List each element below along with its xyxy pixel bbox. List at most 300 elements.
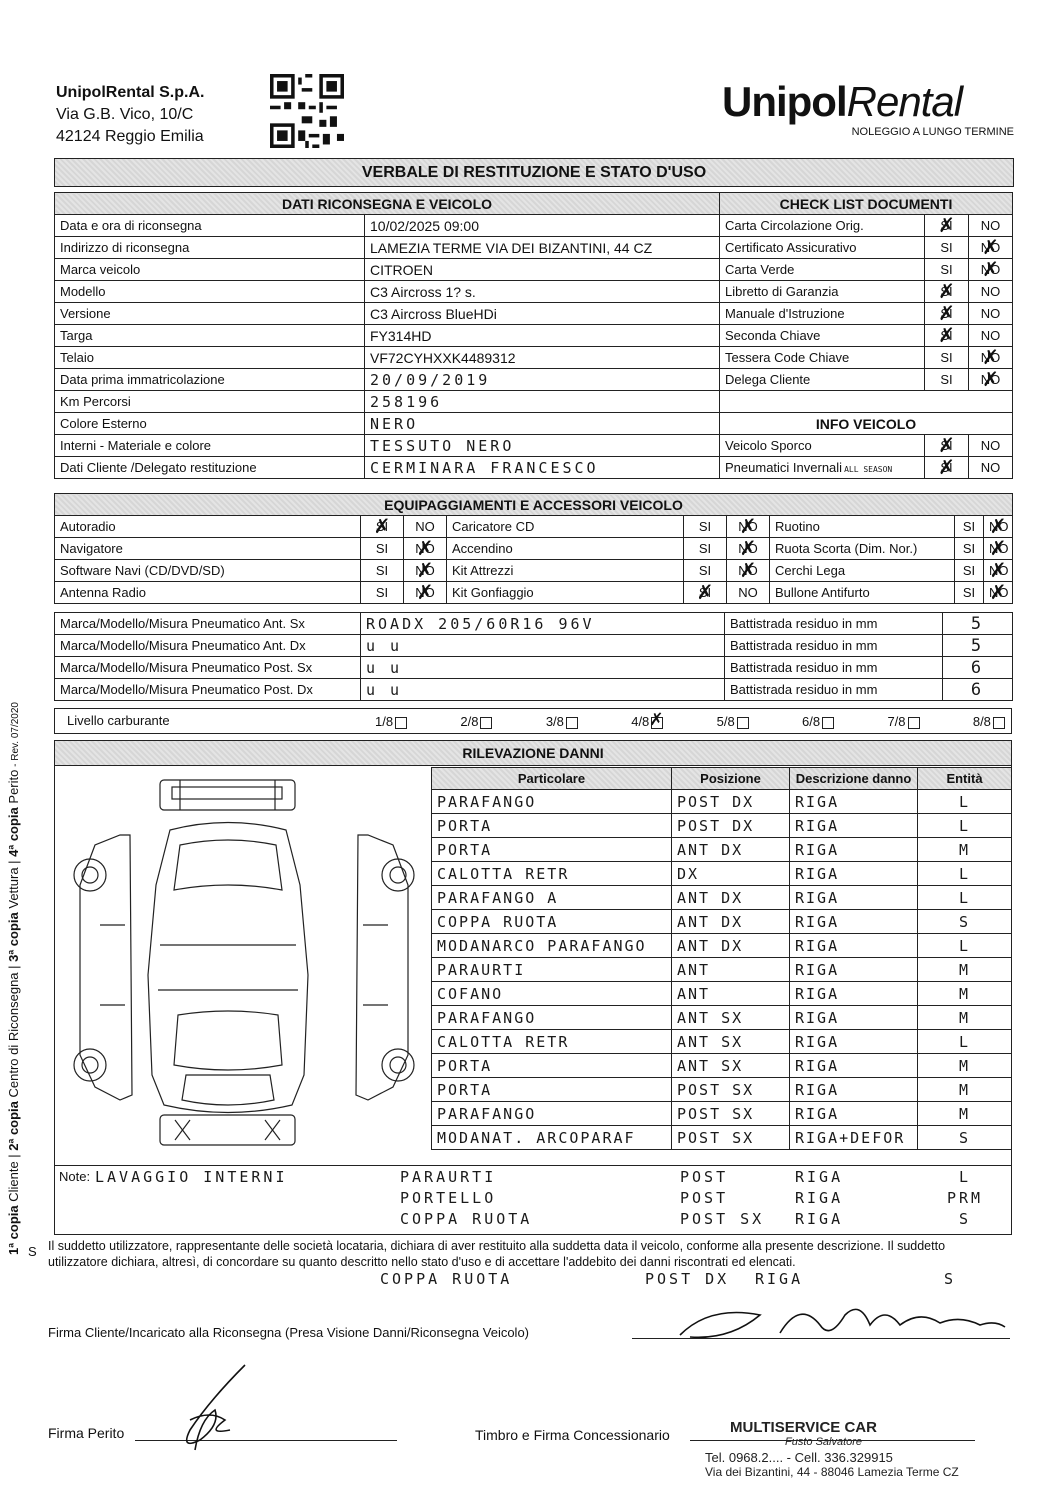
damage-desc: RIGA — [790, 982, 918, 1006]
damage-row — [432, 1054, 1012, 1078]
client-signature-label: Firma Cliente/Incaricato alla Riconsegna (Presa Visione Danni/Riconsegna Veicolo) — [48, 1325, 530, 1340]
damage-header-position: Posizione — [672, 768, 790, 790]
damage-ent: L — [918, 934, 1012, 958]
damage-pos: ANT — [672, 982, 790, 1006]
damage-ent: M — [918, 1102, 1012, 1126]
dealer-stamp — [705, 1420, 1005, 1480]
damage-row — [432, 1126, 1012, 1150]
extra-damage-pos: POST — [680, 1168, 729, 1186]
no-cell: NO ✗ — [969, 347, 1013, 369]
document-label: Delega Cliente — [720, 369, 925, 391]
extra-damage-ent: S — [943, 1270, 957, 1288]
damage-part: PARAURTI — [432, 958, 672, 982]
vehicle-row — [55, 303, 720, 325]
extra-damage-row — [380, 1270, 990, 1288]
equipment-no: NO ✗ — [727, 538, 770, 560]
no-cell: NO — [969, 325, 1013, 347]
yes-cell: SI ✗ — [925, 457, 969, 479]
company-address — [56, 82, 204, 148]
damage-part: PORTA — [432, 838, 672, 862]
vehicle-row-value: C3 Aircross 1? s. — [365, 281, 720, 303]
document-label: Libretto di Garanzia — [720, 281, 925, 303]
equipment-label: Ruotino — [770, 516, 955, 538]
equipment-label: Accendino — [447, 538, 684, 560]
damage-desc: RIGA — [790, 886, 918, 910]
vehicle-row-label: Data prima immatricolazione — [55, 369, 365, 391]
tire-row — [55, 635, 1013, 657]
extra-damage-desc: RIGA — [795, 1210, 844, 1228]
equipment-label: Antenna Radio — [55, 582, 361, 604]
vehicle-row-value: 20/09/2019 — [365, 369, 720, 391]
equipment-yes: SI — [684, 560, 727, 582]
equipment-table — [54, 493, 1013, 604]
equipment-no: NO ✗ — [404, 538, 447, 560]
vehicle-row — [55, 457, 720, 479]
vehicle-row-label: Colore Esterno — [55, 413, 365, 435]
vehicle-row — [55, 281, 720, 303]
vehicle-row-value: CITROEN — [365, 259, 720, 281]
tire-value: u u — [361, 635, 725, 657]
extra-damage-desc: RIGA — [755, 1270, 804, 1288]
company-street: Via G.B. Vico, 10/C — [56, 106, 194, 123]
tread-label: Battistrada residuo in mm — [725, 679, 943, 701]
yes-cell: SI ✗ — [925, 215, 969, 237]
tire-label: Marca/Modello/Misura Pneumatico Post. Sx — [55, 657, 361, 679]
document-label: Carta Circolazione Orig. — [720, 215, 925, 237]
damage-part: MODANAT. ARCOPARAF — [432, 1126, 672, 1150]
fuel-level-option — [631, 714, 663, 729]
qr-code-icon — [270, 74, 344, 148]
fuel-level-checkbox — [737, 717, 749, 729]
equipment-no: NO — [727, 582, 770, 604]
equipment-no: NO ✗ — [984, 582, 1013, 604]
equipment-label: Bullone Antifurto — [770, 582, 955, 604]
info-label-cell — [720, 435, 925, 457]
logo-part-rental: Rental — [846, 78, 963, 125]
damage-ent: M — [918, 1054, 1012, 1078]
equipment-label: Caricatore CD — [447, 516, 684, 538]
extra-damage-desc: RIGA — [795, 1168, 844, 1186]
vehicle-row-label: Modello — [55, 281, 365, 303]
fuel-level-option — [717, 714, 749, 729]
damage-desc: RIGA — [790, 958, 918, 982]
vehicle-row-value: VF72CYHXXK4489312 — [365, 347, 720, 369]
fuel-level-text: 6/8 — [802, 714, 821, 729]
fuel-level-checkbox — [908, 717, 920, 729]
document-row — [720, 303, 1013, 325]
equipment-section-title: EQUIPAGGIAMENTI E ACCESSORI VEICOLO — [55, 494, 1013, 516]
equipment-no: NO ✗ — [984, 516, 1013, 538]
vehicle-row-label: Versione — [55, 303, 365, 325]
expert-signature-label: Firma Perito — [48, 1425, 125, 1441]
yes-cell: SI — [925, 369, 969, 391]
damage-desc: RIGA — [790, 1030, 918, 1054]
logo-part-unipol: Unipol — [722, 78, 847, 125]
tire-label: Marca/Modello/Misura Pneumatico Post. Dx — [55, 679, 361, 701]
vehicle-row-label: Km Percorsi — [55, 391, 365, 413]
document-title: VERBALE DI RESTITUZIONE E STATO D'USO — [54, 158, 1014, 187]
fuel-level-text: 1/8 — [375, 714, 394, 729]
fuel-level-text: 7/8 — [887, 714, 906, 729]
equipment-label: Kit Gonfiaggio — [447, 582, 684, 604]
equipment-no: NO ✗ — [727, 516, 770, 538]
tread-label: Battistrada residuo in mm — [725, 657, 943, 679]
fuel-level-checkbox — [993, 717, 1005, 729]
no-cell: NO ✗ — [969, 369, 1013, 391]
vehicle-row-label: Targa — [55, 325, 365, 347]
notes-box — [54, 1165, 1012, 1235]
fuel-level-checkbox — [566, 717, 578, 729]
damage-desc: RIGA — [790, 1078, 918, 1102]
fuel-level-label: Livello carburante — [67, 713, 170, 728]
copy-2: 2ª copia — [6, 1101, 21, 1151]
vehicle-row-label: Indirizzo di riconsegna — [55, 237, 365, 259]
equipment-yes: SI ✗ — [361, 516, 404, 538]
document-row — [720, 215, 1013, 237]
vehicle-row — [55, 391, 720, 413]
fuel-level-option — [887, 714, 919, 729]
expert-signature-icon — [160, 1360, 260, 1465]
no-cell: NO — [969, 303, 1013, 325]
copy-1-label: Cliente | — [6, 1150, 21, 1206]
yes-cell: SI ✗ — [925, 303, 969, 325]
tread-value: 5 — [943, 635, 1013, 657]
documents-checklist-table — [719, 192, 1013, 479]
vehicle-row — [55, 435, 720, 457]
equipment-yes: SI — [684, 538, 727, 560]
fuel-level-option — [546, 714, 578, 729]
damage-desc: RIGA — [790, 814, 918, 838]
vehicle-row — [55, 215, 720, 237]
tire-value: u u — [361, 679, 725, 701]
damage-ent: S — [918, 1126, 1012, 1150]
equipment-label: Autoradio — [55, 516, 361, 538]
damage-pos: ANT SX — [672, 1030, 790, 1054]
damage-row — [432, 814, 1012, 838]
equipment-yes: SI — [955, 560, 984, 582]
damage-header-description: Descrizione danno — [790, 768, 918, 790]
tire-row — [55, 613, 1013, 635]
copy-2-label: Centro di Riconsegna | — [6, 961, 21, 1102]
document-row — [720, 325, 1013, 347]
equipment-label: Kit Attrezzi — [447, 560, 684, 582]
equipment-yes: SI — [361, 538, 404, 560]
vehicle-data-table — [54, 192, 720, 479]
damage-pos: ANT DX — [672, 886, 790, 910]
damage-pos: ANT SX — [672, 1054, 790, 1078]
equipment-no: NO ✗ — [404, 582, 447, 604]
damage-ent: L — [918, 886, 1012, 910]
equipment-yes: SI — [955, 538, 984, 560]
damage-desc: RIGA — [790, 790, 918, 814]
vehicle-info-title: INFO VEICOLO — [720, 413, 1013, 435]
vehicle-row-label: Marca veicolo — [55, 259, 365, 281]
extra-damage-row — [400, 1189, 1005, 1210]
vehicle-row-label: Interni - Materiale e colore — [55, 435, 365, 457]
info-note: ALL SEASON — [844, 465, 893, 474]
logo-tagline: NOLEGGIO A LUNGO TERMINE — [851, 126, 1014, 138]
damage-ent: M — [918, 1006, 1012, 1030]
damage-row — [432, 886, 1012, 910]
document-row — [720, 259, 1013, 281]
tread-label: Battistrada residuo in mm — [725, 613, 943, 635]
fuel-level-option — [802, 714, 834, 729]
damage-ent: L — [918, 814, 1012, 838]
extra-damage-part: COPPA RUOTA — [400, 1210, 533, 1228]
damage-ent: M — [918, 958, 1012, 982]
equipment-row — [55, 560, 1013, 582]
vehicle-row-value: LAMEZIA TERME VIA DEI BIZANTINI, 44 CZ — [365, 237, 720, 259]
equipment-row — [55, 516, 1013, 538]
damage-pos: POST SX — [672, 1102, 790, 1126]
declaration-text: Il suddetto utilizzatore, rappresentante delle società locataria, dichiara di aver restituito alla suddetta data il veicolo, conforme alla presente descrizione. Il suddetto utilizzatore dichiara, altresì, di concordare su quanto descritto nello stato d'uso e di accettare l'addebito dei danni riscontrati ed elencati. — [48, 1239, 946, 1269]
document-row — [720, 281, 1013, 303]
damage-desc: RIGA — [790, 838, 918, 862]
documents-section-title: CHECK LIST DOCUMENTI — [720, 193, 1013, 215]
damage-row — [432, 934, 1012, 958]
damage-ent: M — [918, 1078, 1012, 1102]
damage-part: PORTA — [432, 1078, 672, 1102]
damage-row — [432, 1030, 1012, 1054]
damage-ent: M — [918, 982, 1012, 1006]
fuel-level-text: 4/8 — [631, 714, 650, 729]
vehicle-row — [55, 237, 720, 259]
equipment-label: Cerchi Lega — [770, 560, 955, 582]
yes-cell: SI — [925, 347, 969, 369]
damage-part: PARAFANGO A — [432, 886, 672, 910]
document-label: Certificato Assicurativo — [720, 237, 925, 259]
tire-value: u u — [361, 657, 725, 679]
equipment-yes: SI — [955, 516, 984, 538]
equipment-no: NO ✗ — [984, 538, 1013, 560]
yes-cell: SI — [925, 259, 969, 281]
unipolrental-logo — [722, 80, 1014, 138]
damage-ent: L — [918, 1030, 1012, 1054]
damage-part: PARAFANGO — [432, 1102, 672, 1126]
extra-damage-part: PORTELLO — [400, 1189, 497, 1207]
document-row — [720, 347, 1013, 369]
damage-row — [432, 958, 1012, 982]
equipment-label: Ruota Scorta (Dim. Nor.) — [770, 538, 955, 560]
no-cell: NO — [969, 457, 1013, 479]
fuel-level-option — [973, 714, 1005, 729]
damage-row — [432, 910, 1012, 934]
fuel-level-row — [54, 708, 1012, 734]
equipment-no: NO ✗ — [984, 560, 1013, 582]
damage-ent: M — [918, 838, 1012, 862]
vehicle-row-value: NERO — [365, 413, 720, 435]
damage-part: PARAFANGO — [432, 1006, 672, 1030]
yes-cell: SI ✗ — [925, 435, 969, 457]
client-signature-icon — [670, 1295, 1010, 1350]
fuel-level-text: 8/8 — [972, 714, 991, 729]
side-s-label: S — [28, 1244, 37, 1259]
damage-pos: ANT — [672, 958, 790, 982]
fuel-level-checkbox — [822, 717, 834, 729]
damage-desc: RIGA — [790, 910, 918, 934]
damage-desc: RIGA — [790, 862, 918, 886]
copy-3-label: Vettura | — [6, 856, 21, 913]
copy-1: 1ª copia — [6, 1205, 21, 1255]
vehicle-row-value: CERMINARA FRANCESCO — [365, 457, 720, 479]
damage-ent: L — [918, 790, 1012, 814]
info-label: Pneumatici Invernali — [725, 460, 843, 475]
damage-row — [432, 1006, 1012, 1030]
no-cell: NO ✗ — [969, 259, 1013, 281]
fuel-level-text: 5/8 — [716, 714, 735, 729]
extra-damage-pos: POST SX — [680, 1210, 765, 1228]
copy-4-label: Perito — [6, 769, 21, 808]
no-cell: NO — [969, 215, 1013, 237]
equipment-yes: SI — [955, 582, 984, 604]
damage-pos: POST SX — [672, 1126, 790, 1150]
vehicle-row-value: 258196 — [365, 391, 720, 413]
copies-side-label — [6, 702, 21, 1255]
tires-table — [54, 612, 1013, 701]
extra-damage-row — [400, 1210, 1005, 1231]
damage-row — [432, 1102, 1012, 1126]
document-label: Carta Verde — [720, 259, 925, 281]
fuel-level-option — [460, 714, 492, 729]
extra-damage-desc: RIGA — [795, 1189, 844, 1207]
tire-label: Marca/Modello/Misura Pneumatico Ant. Dx — [55, 635, 361, 657]
vehicle-row — [55, 347, 720, 369]
damage-pos: POST SX — [672, 1078, 790, 1102]
damage-header-part: Particolare — [432, 768, 672, 790]
notes-label: Note: — [59, 1169, 91, 1184]
copy-4: 4ª copia — [6, 807, 21, 857]
damage-part: COPPA RUOTA — [432, 910, 672, 934]
vehicle-row-label: Data e ora di riconsegna — [55, 215, 365, 237]
stamp-address: Via dei Bizantini, 44 - 88046 Lamezia Terme CZ — [705, 1465, 959, 1479]
damage-part: CALOTTA RETR — [432, 862, 672, 886]
yes-cell: SI ✗ — [925, 325, 969, 347]
fuel-level-checkbox — [651, 717, 663, 729]
vehicle-row — [55, 369, 720, 391]
tread-value: 6 — [943, 679, 1013, 701]
damage-desc: RIGA — [790, 1006, 918, 1030]
damage-row — [432, 982, 1012, 1006]
vehicle-section-title: DATI RICONSEGNA E VEICOLO — [55, 193, 720, 215]
copy-3: 3ª copia — [6, 912, 21, 962]
equipment-label: Navigatore — [55, 538, 361, 560]
vehicle-row-label: Telaio — [55, 347, 365, 369]
vehicle-row-value: C3 Aircross BlueHDi — [365, 303, 720, 325]
extra-damage-ent: PRM — [946, 1189, 984, 1207]
damage-header-entity: Entità — [918, 768, 1012, 790]
vehicle-row — [55, 325, 720, 347]
damage-desc: RIGA+DEFOR — [790, 1126, 918, 1150]
vehicle-row — [55, 259, 720, 281]
equipment-yes: SI ✗ — [684, 582, 727, 604]
vehicle-row-value: FY314HD — [365, 325, 720, 347]
damage-pos: DX — [672, 862, 790, 886]
damage-pos: ANT DX — [672, 910, 790, 934]
extra-damage-ent: L — [958, 1168, 972, 1186]
damage-row — [432, 1078, 1012, 1102]
document-label: Seconda Chiave — [720, 325, 925, 347]
equipment-yes: SI — [361, 582, 404, 604]
tread-label: Battistrada residuo in mm — [725, 635, 943, 657]
damage-pos: POST DX — [672, 814, 790, 838]
stamp-owner: Fusto Salvatore — [785, 1436, 863, 1448]
damage-part: PARAFANGO — [432, 790, 672, 814]
extra-damage-pos: POST DX — [645, 1270, 730, 1288]
equipment-row — [55, 582, 1013, 604]
vehicle-row — [55, 413, 720, 435]
yes-cell: SI ✗ — [925, 281, 969, 303]
extra-damage-ent: S — [958, 1210, 972, 1228]
damage-pos: ANT DX — [672, 934, 790, 958]
fuel-level-checkbox — [395, 717, 407, 729]
damage-part: MODANARCO PARAFANGO — [432, 934, 672, 958]
tire-label: Marca/Modello/Misura Pneumatico Ant. Sx — [55, 613, 361, 635]
yes-cell: SI — [925, 237, 969, 259]
equipment-yes: SI — [684, 516, 727, 538]
damage-section-title: RILEVAZIONE DANNI — [54, 740, 1012, 766]
document-row — [720, 369, 1013, 391]
damage-ent: L — [918, 862, 1012, 886]
car-damage-diagram — [60, 775, 428, 1157]
vehicle-row-value: TESSUTO NERO — [365, 435, 720, 457]
damage-ent: S — [918, 910, 1012, 934]
tire-row — [55, 657, 1013, 679]
extra-damage-part: COPPA RUOTA — [380, 1270, 513, 1288]
fuel-level-option — [375, 714, 407, 729]
equipment-no: NO ✗ — [404, 560, 447, 582]
fuel-level-text: 3/8 — [545, 714, 564, 729]
vehicle-row-value: 10/02/2025 09:00 — [365, 215, 720, 237]
info-label-cell — [720, 457, 925, 479]
dealer-signature-label: Timbro e Firma Concessionario — [475, 1427, 670, 1443]
damage-row — [432, 862, 1012, 886]
damage-desc: RIGA — [790, 934, 918, 958]
damage-part: CALOTTA RETR — [432, 1030, 672, 1054]
no-cell: NO — [969, 281, 1013, 303]
equipment-row — [55, 538, 1013, 560]
vehicle-row-label: Dati Cliente /Delegato restituzione — [55, 457, 365, 479]
damage-desc: RIGA — [790, 1054, 918, 1078]
info-row — [720, 435, 1013, 457]
damage-part: PORTA — [432, 814, 672, 838]
fuel-level-checkbox — [480, 717, 492, 729]
damage-pos: ANT SX — [672, 1006, 790, 1030]
tire-value: ROADX 205/60R16 96V — [361, 613, 725, 635]
company-name: UnipolRental S.p.A. — [56, 84, 205, 101]
damage-row — [432, 838, 1012, 862]
info-label: Veicolo Sporco — [725, 438, 812, 453]
damage-table — [431, 767, 1012, 1150]
tire-row — [55, 679, 1013, 701]
company-city: 42124 Reggio Emilia — [56, 128, 204, 145]
damage-pos: ANT DX — [672, 838, 790, 862]
revision-label: - Rev. 07/2020 — [10, 702, 21, 770]
notes-text: LAVAGGIO INTERNI — [95, 1168, 288, 1186]
extra-damage-part: PARAURTI — [400, 1168, 497, 1186]
fuel-level-text: 2/8 — [460, 714, 479, 729]
document-label: Tessera Code Chiave — [720, 347, 925, 369]
extra-damage-pos: POST — [680, 1189, 729, 1207]
document-row — [720, 237, 1013, 259]
damage-pos: POST DX — [672, 790, 790, 814]
no-cell: NO — [969, 435, 1013, 457]
stamp-name: MULTISERVICE CAR — [730, 1419, 877, 1436]
equipment-label: Software Navi (CD/DVD/SD) — [55, 560, 361, 582]
damage-row — [432, 790, 1012, 814]
stamp-phone: Tel. 0968.2.... - Cell. 336.329915 — [705, 1450, 893, 1465]
document-label: Manuale d'Istruzione — [720, 303, 925, 325]
damage-desc: RIGA — [790, 1102, 918, 1126]
